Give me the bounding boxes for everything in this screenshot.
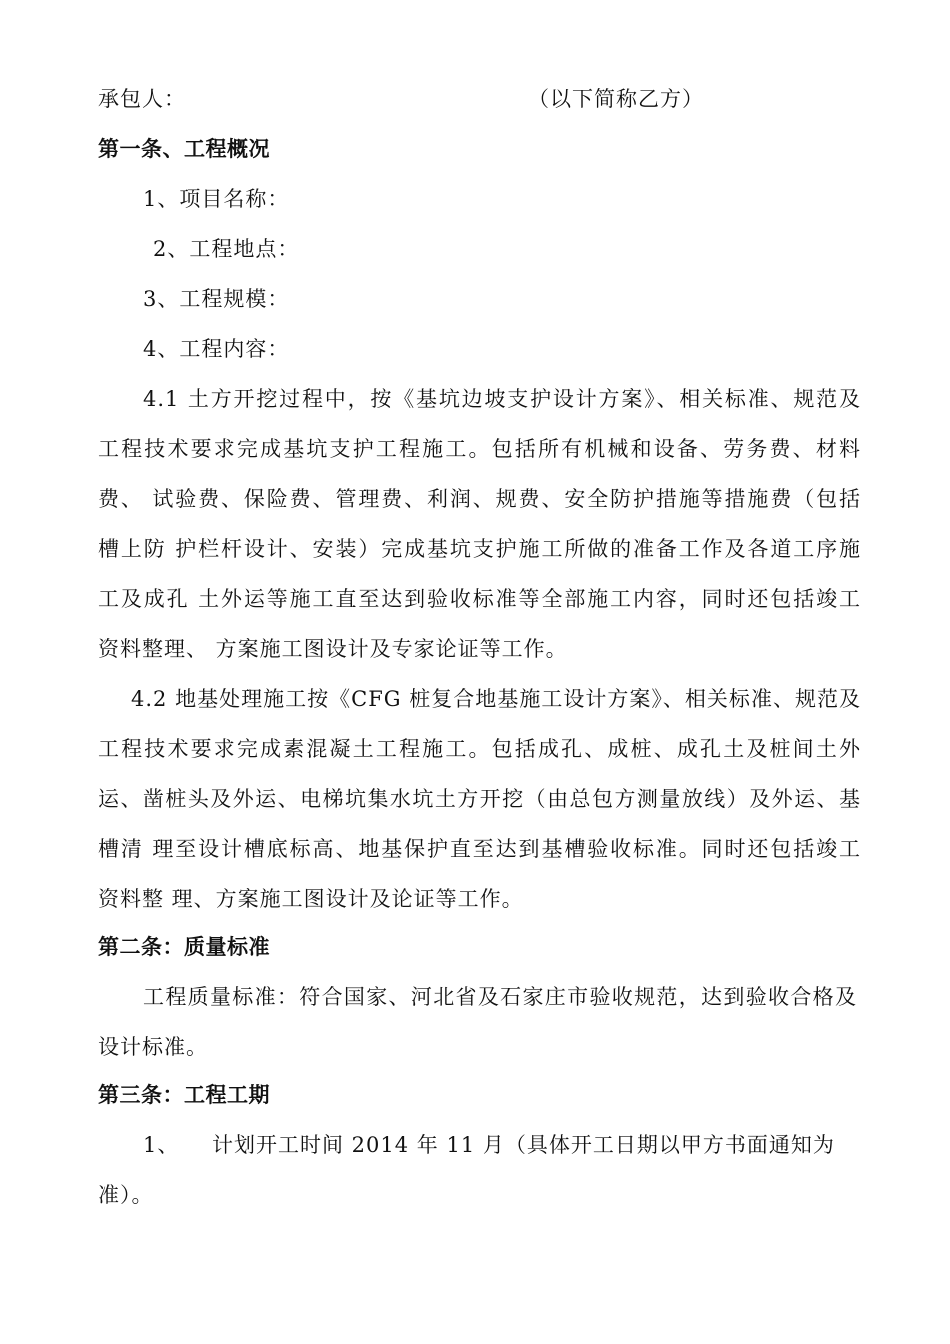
paragraph-4-2-line: 4.2 地基处理施工按《CFG 桩复合地基施工设计方案》、相关标准、规范及	[131, 687, 861, 711]
paragraph-4-2-line: 资料整 理、方案施工图设计及论证等工作。	[98, 887, 524, 911]
item-project-name: 1、项目名称：	[143, 187, 290, 211]
quality-standard-line: 工程质量标准：符合国家、河北省及石家庄市验收规范，达到验收合格及	[143, 985, 857, 1009]
paragraph-4-2-line: 槽清 理至设计槽底标高、地基保护直至达到基槽验收标准。同时还包括竣工	[98, 837, 861, 861]
section-3-title: 第三条：工程工期	[98, 1083, 270, 1107]
schedule-item-continuation: 准）。	[98, 1183, 154, 1207]
paragraph-4-1-line: 工及成孔 土外运等施工直至达到验收标准等全部施工内容，同时还包括竣工	[98, 587, 861, 611]
item-project-content: 4、工程内容：	[143, 337, 290, 361]
schedule-item-text: 计划开工时间 2014 年 11 月（具体开工日期以甲方书面通知为	[212, 1133, 835, 1157]
schedule-item-number: 1、	[143, 1133, 180, 1157]
quality-standard-line: 设计标准。	[98, 1035, 208, 1059]
section-1-title: 第一条、工程概况	[98, 137, 270, 161]
paragraph-4-1-line: 工程技术要求完成基坑支护工程施工。包括所有机械和设备、劳务费、材料	[98, 437, 861, 461]
paragraph-4-2-line: 工程技术要求完成素混凝土工程施工。包括成孔、成桩、成孔土及桩间土外	[98, 737, 861, 761]
contractor-alias: （以下简称乙方）	[528, 87, 704, 111]
item-project-scale: 3、工程规模：	[143, 287, 290, 311]
paragraph-4-1-line: 资料整理、 方案施工图设计及专家论证等工作。	[98, 637, 568, 661]
paragraph-4-1-line: 费、 试验费、保险费、管理费、利润、规费、安全防护措施等措施费（包括	[98, 487, 861, 511]
paragraph-4-2-line: 运、凿桩头及外运、电梯坑集水坑土方开挖（由总包方测量放线）及外运、基	[98, 787, 861, 811]
contractor-label: 承包人：	[98, 87, 186, 111]
section-2-title: 第二条：质量标准	[98, 935, 270, 959]
paragraph-4-1-line: 槽上防 护栏杆设计、安装）完成基坑支护施工所做的准备工作及各道工序施	[98, 537, 861, 561]
item-project-location: 2、工程地点：	[153, 237, 300, 261]
paragraph-4-1-line: 4.1 土方开挖过程中，按《基坑边坡支护设计方案》、相关标准、规范及	[143, 387, 861, 411]
